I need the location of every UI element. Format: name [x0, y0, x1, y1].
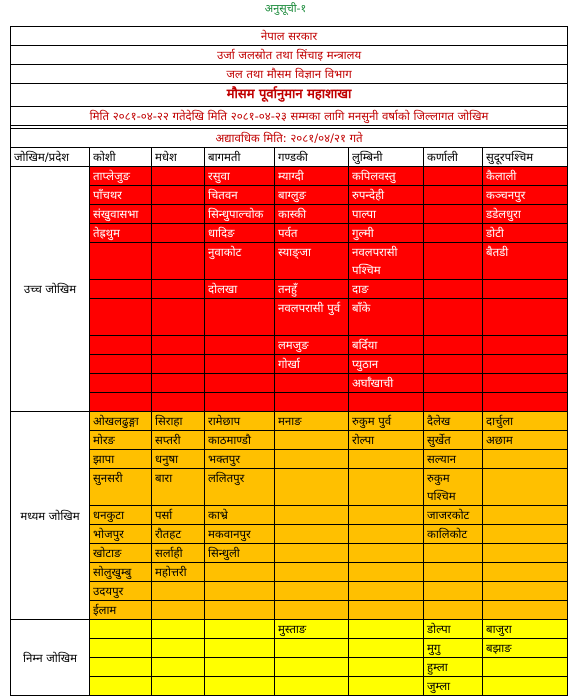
district-cell — [90, 299, 152, 336]
low-risk-label: निम्न जोखिम — [11, 620, 90, 696]
district-cell — [205, 299, 275, 336]
district-cell: गोर्खा — [275, 355, 349, 374]
risk-table — [10, 26, 568, 696]
district-cell: लमजुङ — [275, 336, 349, 355]
district-cell — [275, 431, 349, 450]
district-cell: नवलपरासी पुर्व — [275, 299, 349, 336]
district-cell — [483, 563, 568, 582]
district-cell — [275, 544, 349, 563]
district-cell: झापा — [90, 450, 152, 469]
district-cell — [152, 639, 205, 658]
district-cell: काभ्रे — [205, 506, 275, 525]
district-cell — [152, 336, 205, 355]
district-cell — [90, 355, 152, 374]
district-cell: दार्चुला — [483, 412, 568, 431]
district-cell: गुल्मी — [349, 224, 424, 243]
district-cell: भोजपुर — [90, 525, 152, 544]
district-cell: ईलाम — [90, 601, 152, 620]
district-cell — [483, 450, 568, 469]
table-row — [11, 167, 568, 186]
district-cell: काठमाण्डौ — [205, 431, 275, 450]
district-cell: धनकुटा — [90, 506, 152, 525]
district-cell — [275, 506, 349, 525]
district-cell — [90, 639, 152, 658]
district-cell — [275, 393, 349, 412]
district-cell — [90, 374, 152, 393]
district-cell: ताप्लेजुङ — [90, 167, 152, 186]
district-cell: बाँके — [349, 299, 424, 336]
district-cell: जाजरकोट — [424, 506, 483, 525]
table-row — [11, 336, 568, 355]
district-cell: नवलपरासी पश्चिम — [349, 243, 424, 280]
column-header: कर्णाली — [424, 148, 483, 167]
table-row — [11, 280, 568, 299]
table-row — [11, 374, 568, 393]
district-cell — [90, 336, 152, 355]
table-row — [11, 412, 568, 431]
district-cell — [424, 280, 483, 299]
district-cell: रौतहट — [152, 525, 205, 544]
district-cell — [349, 544, 424, 563]
district-cell: कपिलवस्तु — [349, 167, 424, 186]
district-cell — [483, 582, 568, 601]
district-cell: मनाङ — [275, 412, 349, 431]
district-cell — [424, 205, 483, 224]
district-cell: महोत्तरी — [152, 563, 205, 582]
district-cell — [483, 469, 568, 506]
district-cell — [205, 393, 275, 412]
district-cell — [90, 280, 152, 299]
table-row — [11, 639, 568, 658]
district-cell: भक्तपुर — [205, 450, 275, 469]
division-name: मौसम पूर्वानुमान महाशाखा — [11, 84, 568, 107]
table-row — [11, 525, 568, 544]
district-cell: कालिकोट — [424, 525, 483, 544]
district-cell — [349, 639, 424, 658]
district-cell — [424, 601, 483, 620]
department-name: जल तथा मौसम विज्ञान विभाग — [11, 65, 568, 84]
district-cell: अछाम — [483, 431, 568, 450]
district-cell: मकवानपुर — [205, 525, 275, 544]
district-cell: धादिङ — [205, 224, 275, 243]
district-cell: बाग्लुङ — [275, 186, 349, 205]
district-cell — [205, 563, 275, 582]
district-cell — [275, 658, 349, 677]
district-cell — [152, 658, 205, 677]
district-cell: सप्तरी — [152, 431, 205, 450]
district-cell: सोलुखुम्बु — [90, 563, 152, 582]
column-header: लुम्बिनी — [349, 148, 424, 167]
district-cell — [424, 243, 483, 280]
district-cell: सर्लाही — [152, 544, 205, 563]
table-row — [11, 355, 568, 374]
district-cell: ओखलढुङ्गा — [90, 412, 152, 431]
district-cell — [424, 563, 483, 582]
district-cell — [205, 601, 275, 620]
district-cell: रुपन्देही — [349, 186, 424, 205]
district-cell — [152, 167, 205, 186]
district-cell — [424, 299, 483, 336]
district-cell — [90, 658, 152, 677]
district-cell: हुम्ला — [424, 658, 483, 677]
district-cell — [483, 525, 568, 544]
column-header: कोशी — [90, 148, 152, 167]
table-row — [11, 186, 568, 205]
district-cell — [483, 506, 568, 525]
annex-label: अनुसूची-१ — [264, 2, 307, 15]
district-cell: सुनसरी — [90, 469, 152, 506]
table-row — [11, 601, 568, 620]
district-cell — [152, 582, 205, 601]
district-cell: मोरङ — [90, 431, 152, 450]
district-cell — [349, 658, 424, 677]
district-cell: सुर्खेत — [424, 431, 483, 450]
district-cell: पाँचथर — [90, 186, 152, 205]
district-cell — [275, 677, 349, 696]
district-cell: दैलेख — [424, 412, 483, 431]
district-cell — [90, 243, 152, 280]
district-cell — [349, 469, 424, 506]
district-cell — [349, 506, 424, 525]
district-cell: तेह्रथुम — [90, 224, 152, 243]
district-cell — [152, 374, 205, 393]
district-cell — [424, 186, 483, 205]
district-cell: म्याग्दी — [275, 167, 349, 186]
district-cell: बारा — [152, 469, 205, 506]
table-row — [11, 469, 568, 506]
district-cell: कैलाली — [483, 167, 568, 186]
district-cell — [205, 582, 275, 601]
district-cell — [483, 299, 568, 336]
district-cell — [205, 677, 275, 696]
district-cell: बर्दिया — [349, 336, 424, 355]
district-cell — [90, 393, 152, 412]
district-cell — [205, 620, 275, 639]
district-cell: डोटी — [483, 224, 568, 243]
table-row — [11, 544, 568, 563]
column-header: गण्डकी — [275, 148, 349, 167]
district-cell — [483, 374, 568, 393]
column-header: जोखिम/प्रदेश — [11, 148, 90, 167]
table-row — [11, 224, 568, 243]
district-cell — [205, 336, 275, 355]
district-cell: बाजुरा — [483, 620, 568, 639]
district-cell — [349, 677, 424, 696]
district-cell — [152, 224, 205, 243]
table-row — [11, 677, 568, 696]
district-cell: तनहुँ — [275, 280, 349, 299]
district-cell: पाल्पा — [349, 205, 424, 224]
district-cell — [152, 243, 205, 280]
district-cell — [483, 393, 568, 412]
district-cell: पर्वत — [275, 224, 349, 243]
district-cell — [424, 393, 483, 412]
district-cell — [205, 374, 275, 393]
district-cell — [483, 601, 568, 620]
district-cell: कञ्चनपुर — [483, 186, 568, 205]
district-cell — [152, 186, 205, 205]
district-cell — [483, 355, 568, 374]
column-header: मधेश — [152, 148, 205, 167]
district-cell — [483, 544, 568, 563]
district-cell: सिराहा — [152, 412, 205, 431]
district-cell — [349, 450, 424, 469]
district-cell: अर्घाँखाची — [349, 374, 424, 393]
district-cell — [152, 299, 205, 336]
district-cell: जुम्ला — [424, 677, 483, 696]
forecast-period: मिति २०८१-०४-२२ गतेदेखि मिति २०८१-०४-२३ सम्मका लागि मनसुनी वर्षाको जिल्लागत जोखिम — [11, 107, 568, 126]
district-cell — [152, 677, 205, 696]
district-cell: बझाङ — [483, 639, 568, 658]
district-cell: रामेछाप — [205, 412, 275, 431]
district-cell — [152, 393, 205, 412]
table-row — [11, 620, 568, 639]
district-cell — [152, 620, 205, 639]
district-cell: चितवन — [205, 186, 275, 205]
medium-risk-label: मध्यम जोखिम — [11, 412, 90, 620]
district-cell — [424, 374, 483, 393]
district-cell — [424, 167, 483, 186]
district-cell — [152, 280, 205, 299]
district-cell: सिन्धुपाल्चोक — [205, 205, 275, 224]
table-row — [11, 450, 568, 469]
district-cell — [275, 639, 349, 658]
column-header-row — [11, 148, 568, 167]
district-cell — [483, 677, 568, 696]
updated-date: अद्यावधिक मिति: २०८१/०४/२१ गते — [11, 129, 568, 148]
district-cell: मुगु — [424, 639, 483, 658]
district-cell — [424, 224, 483, 243]
district-cell: नुवाकोट — [205, 243, 275, 280]
district-cell — [424, 355, 483, 374]
district-cell — [152, 205, 205, 224]
district-cell — [275, 374, 349, 393]
district-cell: खोटाङ — [90, 544, 152, 563]
district-cell — [349, 582, 424, 601]
district-cell — [152, 601, 205, 620]
district-cell: डोल्पा — [424, 620, 483, 639]
district-cell: ललितपुर — [205, 469, 275, 506]
table-row — [11, 205, 568, 224]
district-cell — [275, 601, 349, 620]
district-cell: संखुवासभा — [90, 205, 152, 224]
gov-name: नेपाल सरकार — [11, 27, 568, 46]
district-cell — [349, 525, 424, 544]
district-cell — [349, 393, 424, 412]
district-cell — [349, 620, 424, 639]
district-cell: पर्सा — [152, 506, 205, 525]
table-row — [11, 299, 568, 336]
district-cell — [205, 658, 275, 677]
district-cell: दोलखा — [205, 280, 275, 299]
column-header: सुदूरपश्चिम — [483, 148, 568, 167]
high-risk-label: उच्च जोखिम — [11, 167, 90, 412]
district-cell — [205, 355, 275, 374]
district-cell — [275, 525, 349, 544]
district-cell: मुस्ताङ — [275, 620, 349, 639]
district-cell — [424, 544, 483, 563]
district-cell — [483, 280, 568, 299]
table-row — [11, 658, 568, 677]
district-cell: बैतडी — [483, 243, 568, 280]
table-row — [11, 243, 568, 280]
table-row — [11, 431, 568, 450]
district-cell — [205, 639, 275, 658]
district-cell — [152, 355, 205, 374]
table-row — [11, 506, 568, 525]
district-cell — [90, 620, 152, 639]
district-cell: प्युठान — [349, 355, 424, 374]
district-cell: रुकुम पश्चिम — [424, 469, 483, 506]
district-cell — [275, 563, 349, 582]
district-cell: रसुवा — [205, 167, 275, 186]
district-cell — [483, 658, 568, 677]
table-row — [11, 393, 568, 412]
district-cell — [424, 582, 483, 601]
district-cell — [349, 563, 424, 582]
district-cell: उदयपुर — [90, 582, 152, 601]
district-cell — [424, 336, 483, 355]
ministry-name: उर्जा जलस्रोत तथा सिंचाइ मन्त्रालय — [11, 46, 568, 65]
district-cell — [275, 582, 349, 601]
district-cell: सल्यान — [424, 450, 483, 469]
district-cell: सिन्धुली — [205, 544, 275, 563]
district-cell — [483, 336, 568, 355]
district-cell — [349, 601, 424, 620]
district-cell: स्याङ्जा — [275, 243, 349, 280]
column-header: बागमती — [205, 148, 275, 167]
district-cell — [275, 450, 349, 469]
district-cell: डडेलधुरा — [483, 205, 568, 224]
table-row — [11, 563, 568, 582]
district-cell: कास्की — [275, 205, 349, 224]
table-row — [11, 582, 568, 601]
district-cell: रुकुम पुर्व — [349, 412, 424, 431]
district-cell: दाङ — [349, 280, 424, 299]
district-cell — [90, 677, 152, 696]
district-cell: रोल्पा — [349, 431, 424, 450]
district-cell — [275, 469, 349, 506]
district-cell: धनुषा — [152, 450, 205, 469]
